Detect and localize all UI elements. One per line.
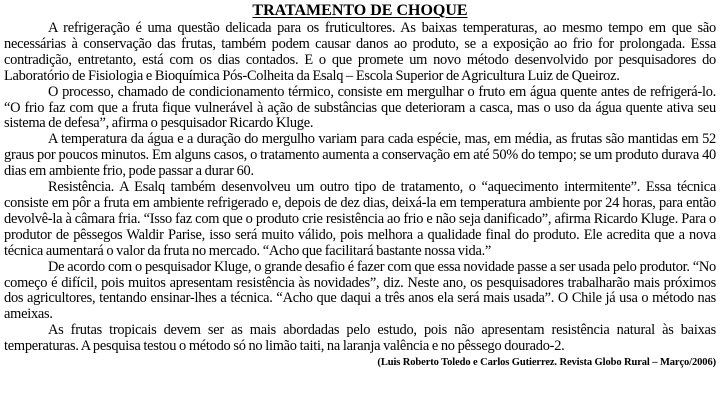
paragraph-desafio: De acordo com o pesquisador Kluge, o grande desafio é fazer com que essa novidade passe a ser usada pelo produtor. “No começo é difícil, pois muitos apresentam resistência às novidades”, diz. Neste ano, os pesquisadores trabalharão mais próximos dos agricultores, tentando ensinar-lhes a técnica. “Acho que daqui a três anos ela será mais usada”. O Chile já usa o método nas ameixas. bbox=[4, 258, 716, 323]
article-credit: (Luis Roberto Toledo e Carlos Gutierrez. Revista Globo Rural – Março/2006) bbox=[377, 357, 716, 369]
paragraph-refrigeracao: A refrigeração é uma questão delicada para os fruticultores. As baixas temperaturas, ao mesmo tempo em que são necessárias à conservação das frutas, também podem causar danos ao produto, se a exposição ao frio for prolongada. Essa contradição, entretanto, está com os dias contados. E o que promete um novo método desenvolvido por pesquisadores do Laboratório de Fisiologia e Bioquímica Pós-Colheita da Esalq – Escola Superior de Agricultura Luiz de Queiroz. bbox=[4, 20, 716, 84]
paragraph-resistencia: Resistência. A Esalq também desenvolveu um outro tipo de tratamento, o “aquecimento intermitente”. Essa técnica consiste em pôr a fruta em ambiente refrigerado e, depois de dez dias, deixá-la em temperatura ambiente por 24 horas, para então devolvê-la à câmara fria. “Isso faz com que o produto crie resistência ao frio e não seja danificado”, afirma Ricardo Kluge. Para o produtor de pêssegos Waldir Parise, isso será muito válido, pois melhora a qualidade final do produto. Ele acredita que a nova técnica aumentará o valor da fruta no mercado. “Acho que facilitará bastante nossa vida.” bbox=[4, 179, 716, 259]
article-title bbox=[4, 0, 716, 21]
paragraph-processo: O processo, chamado de condicionamento térmico, consiste em mergulhar o fruto em água quente antes de refrigerá-lo. “O frio faz com que a fruta fique vulnerável à ação de substâncias que deterioram a casca, mas o uso da água quente ativa seu sistema de defesa”, afirma o pesquisador Ricardo Kluge. bbox=[4, 83, 716, 132]
paragraph-frutas-tropicais: As frutas tropicais devem ser as mais abordadas pelo estudo, pois não apresentam resistência natural às baixas temperaturas. A pesquisa testou o método só no limão taiti, na laranja valência e no pêssego dourado-2. bbox=[4, 322, 716, 355]
article bbox=[4, 0, 716, 370]
article-title-text: TRATAMENTO DE CHOQUE bbox=[252, 2, 468, 19]
paragraph-temperatura: A temperatura da água e a duração do mergulho variam para cada espécie, mas, em média, as frutas são mantidas em 52 graus por poucos minutos. Em alguns casos, o tratamento aumenta a conservação em até 50% do tempo; se um produto durava 40 dias em ambiente frio, pode passar a durar 60. bbox=[4, 131, 716, 180]
